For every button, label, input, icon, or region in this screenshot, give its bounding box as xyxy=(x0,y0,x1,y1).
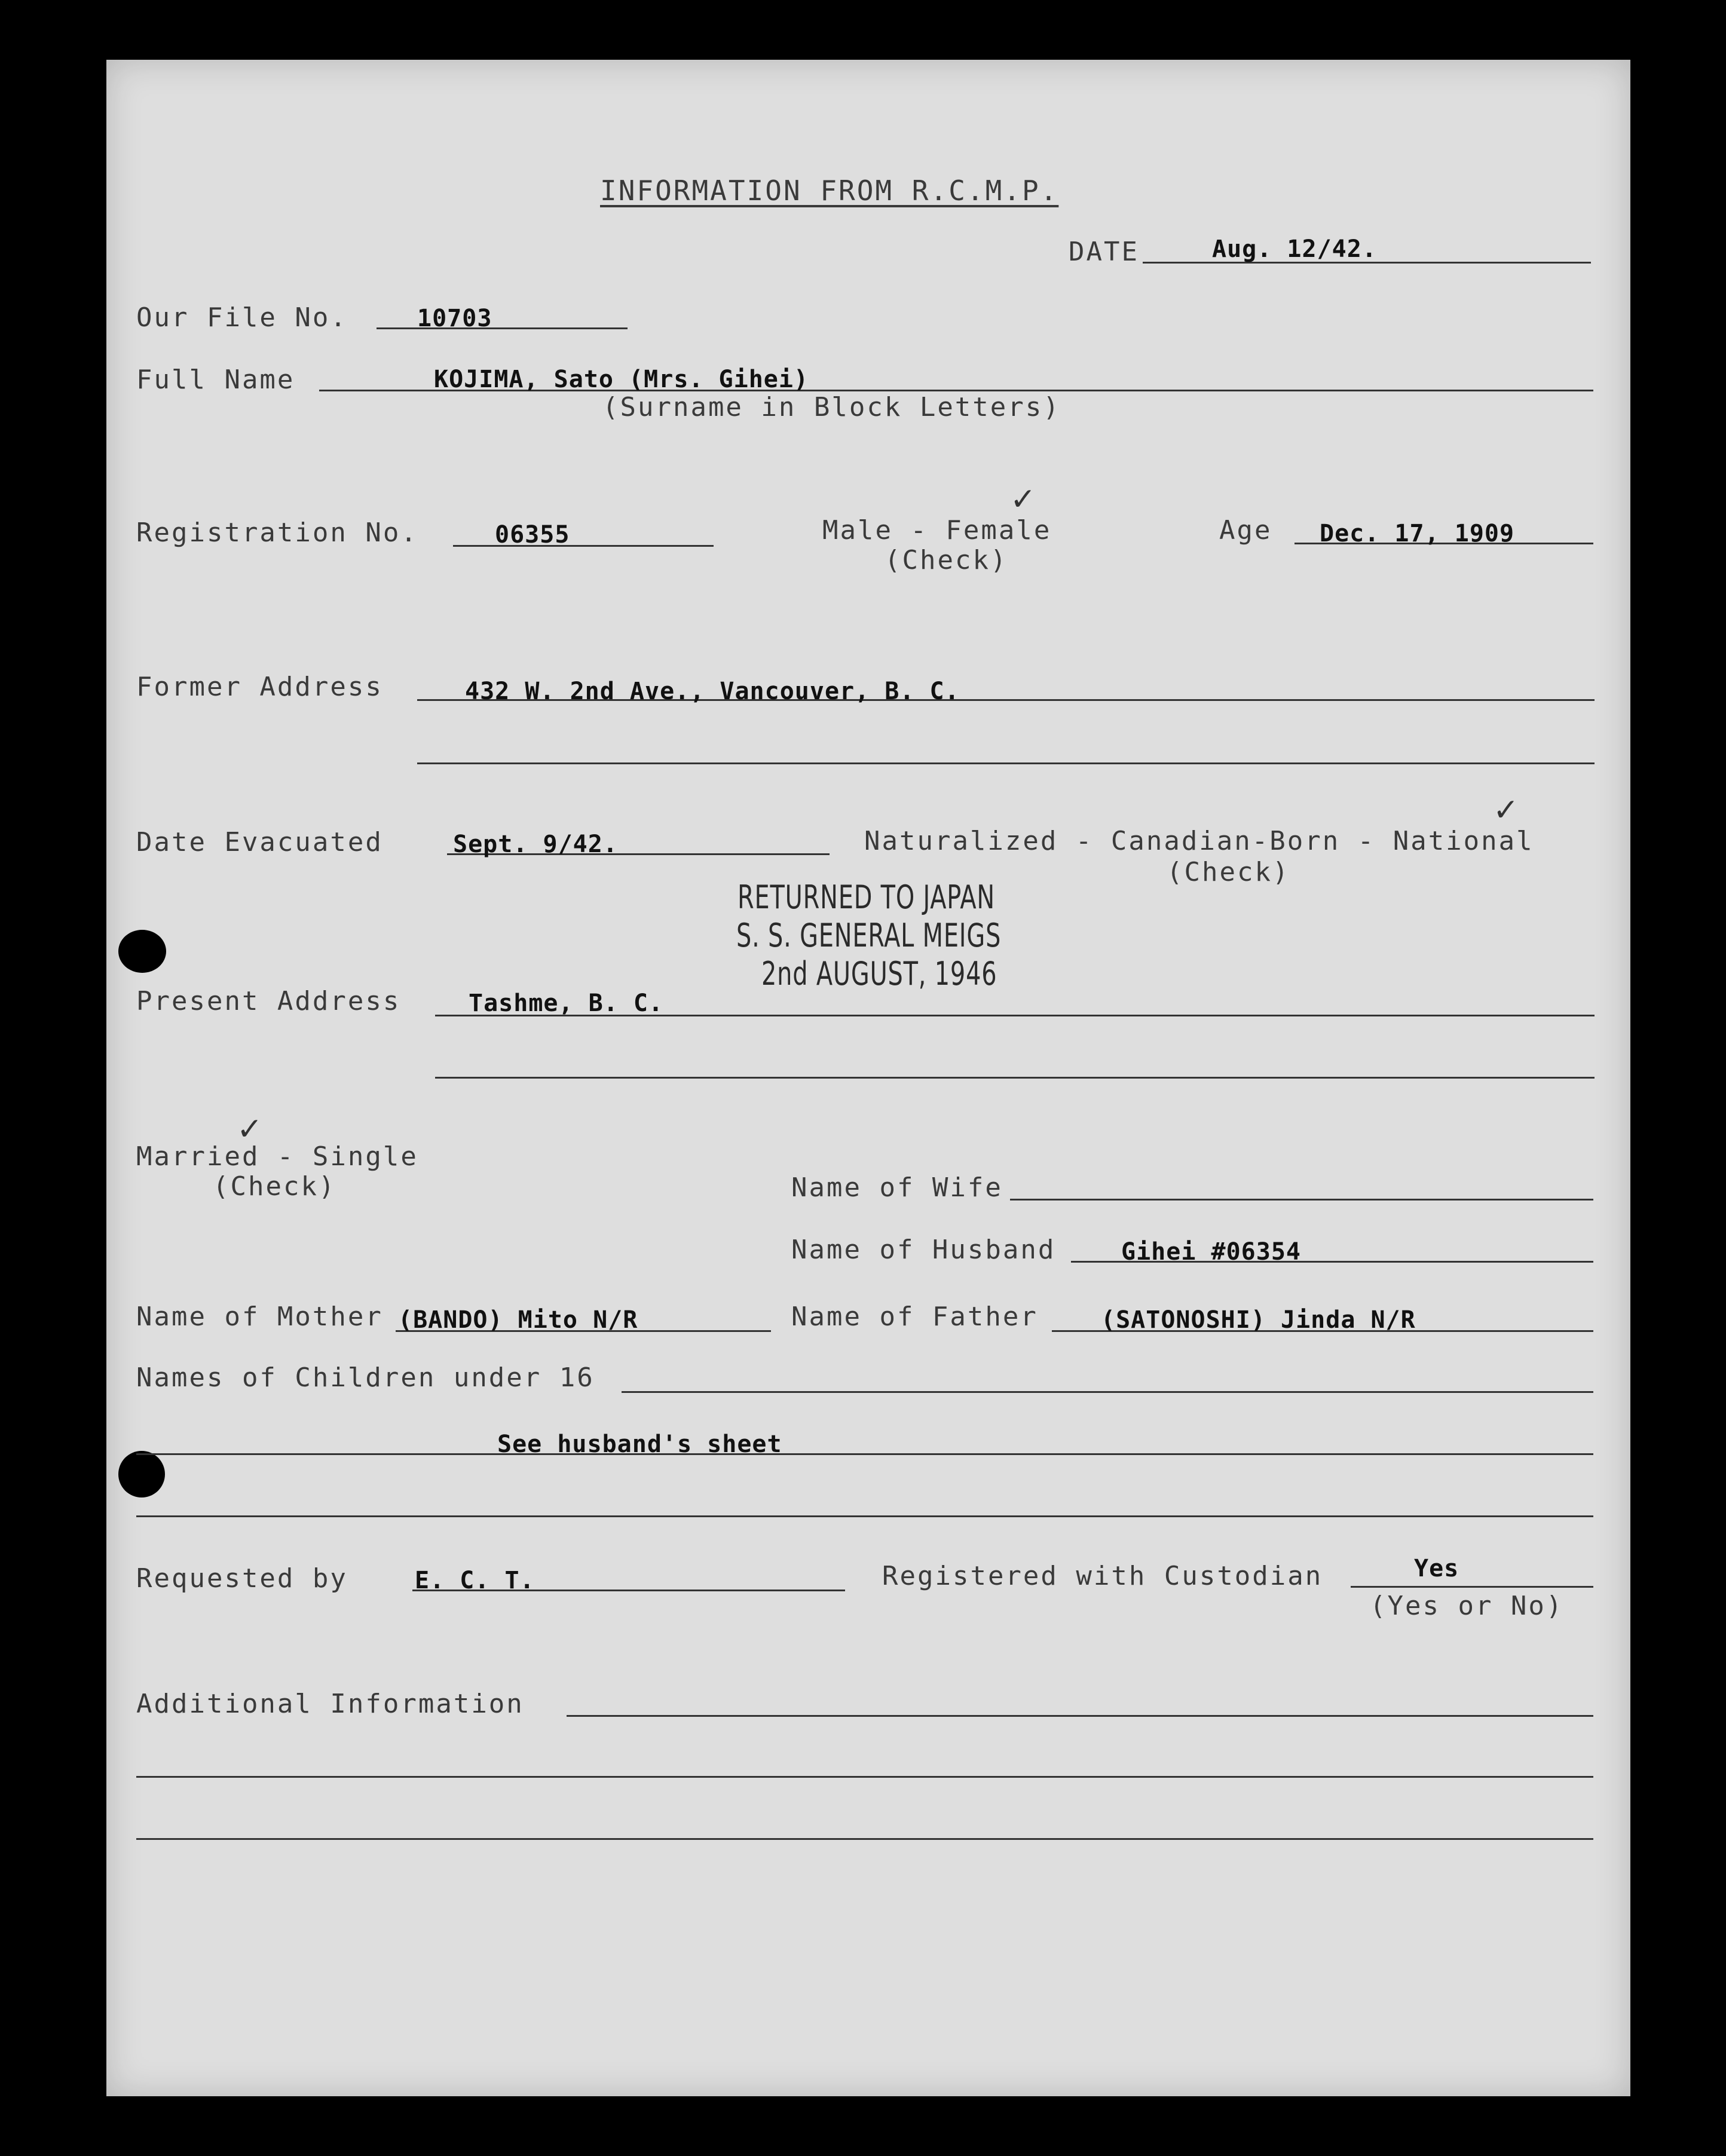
file-no-label: Our File No. xyxy=(136,302,348,333)
sex-label: Male - Female xyxy=(822,515,1052,546)
former-address-value: 432 W. 2nd Ave., Vancouver, B. C. xyxy=(465,678,960,705)
requested-by-label: Requested by xyxy=(136,1563,348,1594)
additional-line xyxy=(567,1715,1593,1717)
custodian-value: Yes xyxy=(1414,1555,1459,1582)
sex-hint: (Check) xyxy=(885,545,1008,575)
husband-label: Name of Husband xyxy=(791,1235,1056,1265)
marital-hint: (Check) xyxy=(213,1171,336,1202)
female-check-mark: ✓ xyxy=(1010,482,1036,517)
full-name-value: KOJIMA, Sato (Mrs. Gihei) xyxy=(434,366,809,393)
nationality-label: Naturalized - Canadian-Born - National xyxy=(864,826,1534,856)
full-name-hint: (Surname in Block Letters) xyxy=(602,392,1061,422)
registration-line xyxy=(453,545,714,547)
married-check-mark: ✓ xyxy=(237,1111,263,1147)
present-address-label: Present Address xyxy=(136,986,401,1016)
wife-line xyxy=(1010,1199,1593,1200)
children-line-3 xyxy=(136,1515,1593,1517)
custodian-hint: (Yes or No) xyxy=(1370,1591,1564,1621)
file-no-line xyxy=(377,327,628,329)
date-evacuated-value: Sept. 9/42. xyxy=(453,831,618,858)
children-label: Names of Children under 16 xyxy=(136,1362,595,1393)
requested-by-value: E. C. T. xyxy=(415,1567,535,1594)
nationality-hint: (Check) xyxy=(1167,857,1290,887)
form-title: INFORMATION FROM R.C.M.P. xyxy=(600,174,1059,207)
stamp-line-3: 2nd AUGUST, 1946 xyxy=(761,955,997,993)
marital-label: Married - Single xyxy=(136,1141,418,1172)
additional-label: Additional Information xyxy=(136,1689,524,1719)
present-address-line-2 xyxy=(435,1077,1595,1079)
punch-hole-bottom xyxy=(118,1451,165,1497)
stamp-line-1: RETURNED TO JAPAN xyxy=(737,878,995,916)
registration-value: 06355 xyxy=(495,521,570,549)
children-value: See husband's sheet xyxy=(497,1431,782,1458)
document-page xyxy=(106,60,1630,2096)
children-line xyxy=(622,1391,1593,1393)
date-label: DATE xyxy=(1069,237,1139,267)
mother-label: Name of Mother xyxy=(136,1301,383,1332)
full-name-label: Full Name xyxy=(136,365,295,395)
national-check-mark: ✓ xyxy=(1493,792,1519,828)
additional-line-2 xyxy=(136,1776,1593,1778)
wife-label: Name of Wife xyxy=(791,1172,1003,1203)
custodian-line xyxy=(1351,1586,1593,1588)
mother-value: (BANDO) Mito N/R xyxy=(398,1306,638,1334)
former-address-line-2 xyxy=(417,762,1595,764)
additional-line-3 xyxy=(136,1838,1593,1840)
father-label: Name of Father xyxy=(791,1301,1038,1332)
date-value: Aug. 12/42. xyxy=(1212,235,1377,263)
father-value: (SATONOSHI) Jinda N/R xyxy=(1101,1306,1416,1334)
age-value: Dec. 17, 1909 xyxy=(1320,520,1515,547)
file-no-value: 10703 xyxy=(417,305,492,332)
present-address-value: Tashme, B. C. xyxy=(469,990,664,1017)
age-label: Age xyxy=(1219,515,1272,546)
children-line-2 xyxy=(136,1453,1593,1455)
former-address-label: Former Address xyxy=(136,672,383,702)
punch-hole-top xyxy=(118,930,166,973)
registration-label: Registration No. xyxy=(136,517,418,548)
date-evacuated-label: Date Evacuated xyxy=(136,827,383,858)
stamp-line-2: S. S. GENERAL MEIGS xyxy=(736,917,1002,954)
custodian-label: Registered with Custodian xyxy=(882,1561,1323,1591)
husband-value: Gihei #06354 xyxy=(1121,1238,1301,1266)
